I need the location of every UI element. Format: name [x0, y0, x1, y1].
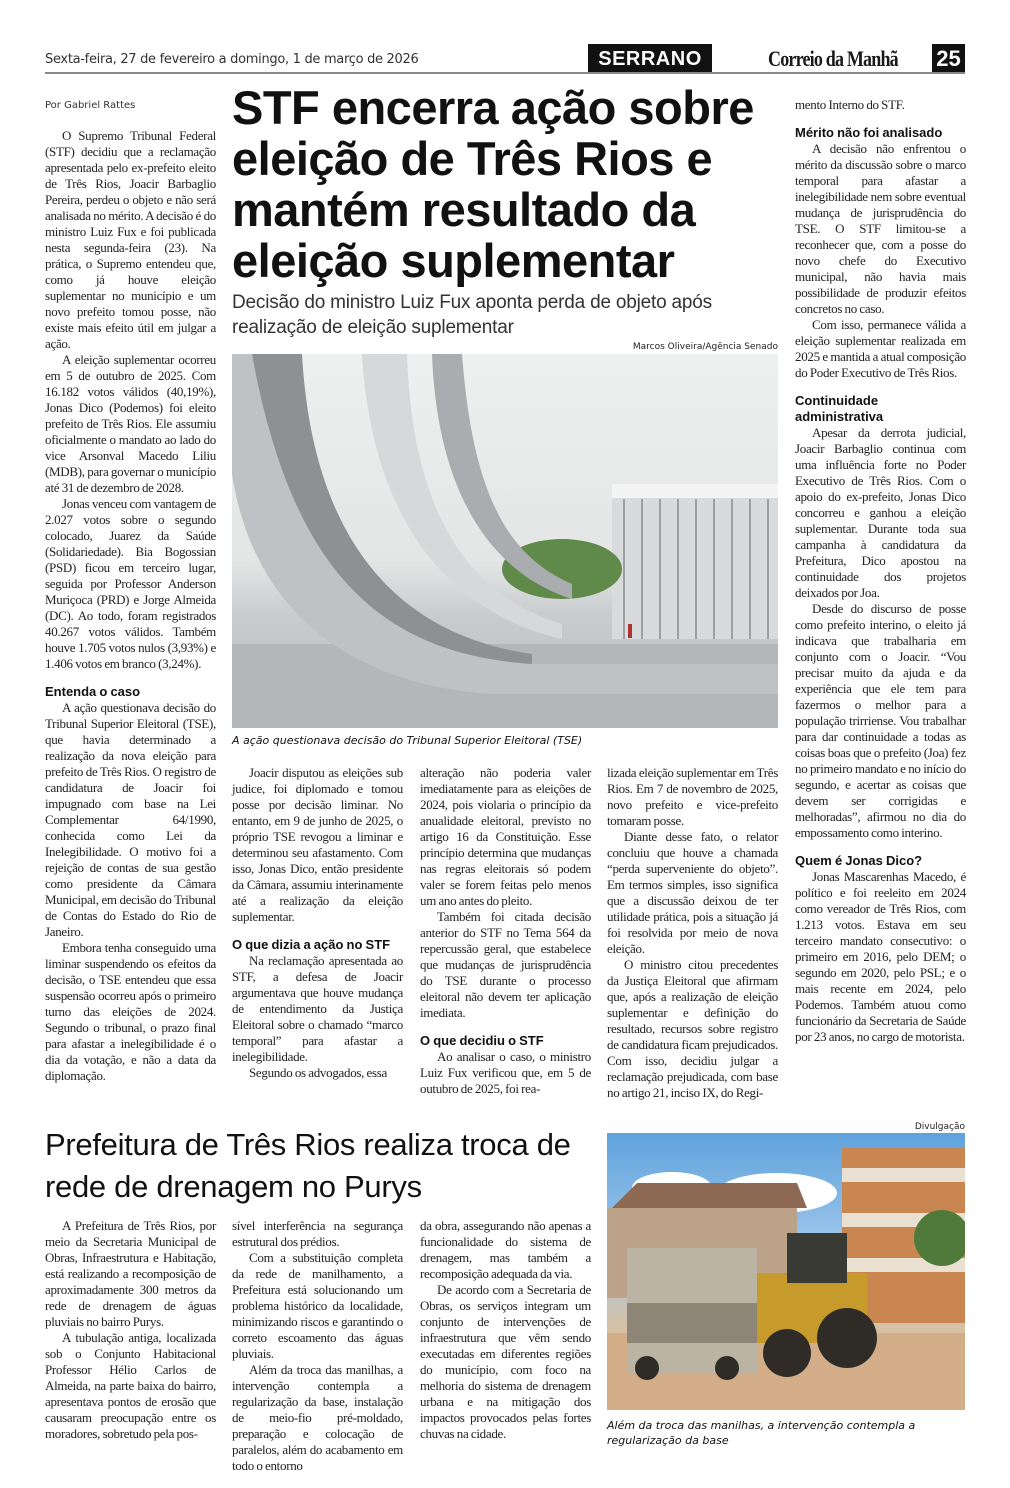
stf-building-image	[232, 354, 778, 728]
main-photo	[232, 354, 778, 728]
paragraph: Com a substituição completa da rede de manilhamento, a Prefeitura está solucionando um problema histórico da localidade, minimizando riscos e garantindo o correto escoamento das águas pluviais.	[232, 1250, 403, 1361]
paragraph: A ação questionava decisão do Tribunal Superior Eleitoral (TSE), que havia determinado a realização da nova eleição para prefeito de Três Rios. O registro de candidatura de Joacir foi impugnado com base na Lei Complementar 64/1990, conhecida como Lei da Inelegibilidade. O motivo foi a rejeição de contas de sua gestão como presidente da Câmara Municipal, em decisão do Tribunal de Contas do Estado do Rio de Janeiro.	[45, 700, 216, 939]
second-photo-caption: Além da troca das manilhas, a intervenção contempla a regularização da base	[607, 1419, 916, 1447]
paragraph: De acordo com a Secretaria de Obras, os serviços integram um conjunto de intervenções de infraestrutura que vêm sendo executadas em diferentes regiões do município, com foco na melhoria do sistema de drenagem urbana e na mitigação dos impactos provocados pelas fortes chuvas na cidade.	[420, 1282, 591, 1441]
paragraph: Jonas venceu com vantagem de 2.027 votos sobre o segundo colocado, Juarez da Saúde (Solidariedade). Bia Bogossian (PSD) ficou em terceiro lugar, seguida por Professor Anderson Muriçoca (PRD) e Jorge Almeida (DC). Ao todo, foram registrados 40.267 votos válidos. Também houve 1.705 votos nulos (3,93%) e 1.406 votos em branco (3,24%).	[45, 496, 216, 671]
paragraph: alteração não poderia valer imediatamente para as eleições de 2024, pois violaria o princípio da anualidade eleitoral, previsto no artigo 16 da Constituição. Esse princípio determina que mudanças nas regras eleitorais só podem valer se forem feitas pelo menos um ano antes do pleito.	[420, 765, 591, 908]
paragraph: Diante desse fato, o relator concluiu que houve a chamada “perda superveniente do objeto”. Em termos simples, isso significa que a discussão deixou de ter utilidade prática, pois a situação já foi resolvida por meio de nova eleição.	[607, 829, 778, 956]
second-article-column-1	[45, 1218, 216, 1442]
drainage-works-image	[607, 1133, 965, 1410]
paragraph: Com isso, permanece válida a eleição suplementar realizada em 2025 e mantida a atual composição do Poder Executivo de Três Rios.	[795, 317, 966, 380]
second-photo	[607, 1133, 965, 1410]
second-article-column-3	[420, 1218, 591, 1442]
section-heading: O que decidiu o STF	[420, 1033, 544, 1048]
page-number: 25	[932, 44, 965, 74]
second-article-column-2	[232, 1218, 403, 1474]
article-column-5	[795, 97, 966, 1045]
paragraph: Joacir disputou as eleições sub judice, foi diplomado e tomou posse por decisão liminar. No entanto, em 9 de junho de 2025, o próprio TSE revogou a liminar e determinou seu afastamento. Com isso, Jonas Dico, então presidente da Câmara, assumiu interinamente até a realização da eleição suplementar.	[232, 765, 403, 924]
paragraph: A Prefeitura de Três Rios, por meio da Secretaria Municipal de Obras, Infraestrutura e Habitação, está realizando a recomposição de aproximadamente 300 metros da rede de drenagem de águas pluviais no bairro Purys.	[45, 1218, 216, 1329]
paragraph: lizada eleição suplementar em Três Rios. Em 7 de novembro de 2025, novo prefeito e vice-prefeito tomaram posse.	[607, 765, 778, 828]
main-headline: STF encerra ação sobre eleição de Três Rios e mantém resultado da eleição suplementar	[232, 81, 754, 287]
paragraph: Segundo os advogados, essa	[249, 1065, 388, 1080]
header-divider	[45, 72, 965, 74]
paragraph: da obra, assegurando não apenas a funcionalidade do sistema de drenagem, mas também a recomposição adequada da via.	[420, 1218, 591, 1281]
paragraph: Também foi citada decisão anterior do STF no Tema 564 da repercussão geral, que estabelece que mudanças de jurisprudência do TSE durante o processo eleitoral não devem ter aplicação imediata.	[420, 909, 591, 1020]
paragraph: A eleição suplementar ocorreu em 5 de outubro de 2025. Com 16.182 votos válidos (40,19%), Jonas Dico (Podemos) foi eleito prefeito de Três Rios. Ele assumiu oficialmente o mandato ao lado do vice Arsonval Macedo Liliu (MDB), para governar o município até 31 de dezembro de 2028.	[45, 352, 216, 495]
section-heading: Mérito não foi analisado	[795, 125, 943, 140]
section-heading: Quem é Jonas Dico?	[795, 853, 923, 868]
second-photo-credit: Divulgação	[914, 1122, 965, 1132]
paragraph: sível interferência na segurança estrutural dos prédios.	[232, 1218, 403, 1249]
newspaper-logo: Correio da Manhã	[768, 46, 898, 71]
paragraph: Além da troca das manilhas, a intervenção contempla a regularização da base, instalação de meio-fio pré-moldado, preparação e colocação de paralelos, além do acabamento em todo o entorno	[232, 1362, 403, 1473]
paragraph: Ao analisar o caso, o ministro Luiz Fux verificou que, em 5 de outubro de 2025, foi rea-	[420, 1049, 591, 1096]
paragraph: O ministro citou precedentes da Justiça Eleitoral que afirmam que, após a realização de eleição suplementar e definição do resultado, recursos sobre registro de candidatura ficam prejudicados. Com isso, decidiu julgar a reclamação prejudicada, com base no artigo 21, inciso IX, do Regi-	[607, 957, 778, 1100]
paragraph: Embora tenha conseguido uma liminar suspendendo os efeitos da decisão, o TSE entendeu que essa suspensão ocorreu após o primeiro turno das eleições de 2024. Segundo o tribunal, o prazo final para afastar a inelegibilidade é o dia da votação, e não a data da diplomação.	[45, 940, 216, 1083]
paragraph: A decisão não enfrentou o mérito da discussão sobre o marco temporal para afastar a inelegibilidade nem sobre eventual mudança de jurisprudência do TSE. O STF limitou-se a reconhecer que, com a posse do novo chefe do Executivo municipal, não havia mais possibilidade de produzir efeitos concretos no caso.	[795, 141, 966, 316]
main-photo-caption: A ação questionava decisão do Tribunal Superior Eleitoral (TSE)	[232, 734, 583, 747]
section-label: SERRANO	[588, 44, 712, 74]
paragraph: Jonas Mascarenhas Macedo, é político e foi reeleito em 2024 como vereador de Três Rios, com 1.213 votos. Estava em seu terceiro mandato consecutivo: o primeiro em 2016, pelo DEM; o segundo em 2020, pelo PSL; e o mais recente em 2024, pelo Podemos. Também atuou como funcionário da Secretaria de Saúde por 23 anos, no cargo de motorista.	[795, 869, 966, 1044]
edition-date: Sexta-feira, 27 de fevereiro a domingo, 1 de março de 2026	[45, 52, 419, 67]
section-heading: Continuidade administrativa	[795, 393, 884, 424]
photo-credit: Marcos Oliveira/Agência Senado	[632, 342, 778, 352]
article-column-1	[45, 128, 216, 1084]
article-column-2	[232, 765, 403, 1081]
paragraph: O Supremo Tribunal Federal (STF) decidiu que a reclamação apresentada pelo ex-prefeito eleito de Três Rios, Joacir Barbaglio Pereira, perdeu o objeto e não será analisada no mérito. A decisão é do ministro Luiz Fux e foi publicada nesta segunda-feira (23). Na prática, o Supremo entendeu que, como já houve eleição suplementar no município e um novo prefeito tomou posse, não existe mais efeito útil em julgar a ação.	[45, 128, 216, 351]
article-column-3	[420, 765, 591, 1097]
second-headline: Prefeitura de Três Rios realiza troca de rede de drenagem no Purys	[45, 1127, 571, 1204]
main-subtitle: Decisão do ministro Luiz Fux aponta perda de objeto após realização de eleição suplementar	[232, 292, 712, 338]
section-heading: O que dizia a ação no STF	[232, 937, 391, 952]
article-column-4	[607, 765, 778, 1101]
paragraph: Apesar da derrota judicial, Joacir Barbaglio continua com uma influência forte no Poder Executivo de Três Rios. Com o apoio do ex-prefeito, Jonas Dico concorreu e ganhou a eleição suplementar. Durante toda sua campanha à candidatura da Prefeitura, Dico apostou na continuidade dos projetos deixados por Joa.	[795, 425, 966, 600]
paragraph: Desde do discurso de posse como prefeito interino, o eleito já indicava que trabalharia em conjunto com o Joacir. “Vou precisar muito da ajuda e da experiência que ele tem para fazermos o melhor para a população trirriense. Vou trabalhar para dar continuidade a todas as coisas boas que o prefeito (Joa) fez no primeiro mandato e no início do segundo, e acertar as coisas que devem ser corrigidas e melhoradas”, afirmou no dia do empossamento como interino.	[795, 601, 966, 840]
byline: Por Gabriel Rattes	[45, 100, 136, 111]
section-heading: Entenda o caso	[45, 684, 141, 699]
paragraph: Na reclamação apresentada ao STF, a defesa de Joacir argumentava que houve mudança de entendimento da Justiça Eleitoral sobre o chamado “marco temporal” para afastar a inelegibilidade.	[232, 953, 403, 1064]
paragraph: mento Interno do STF.	[795, 97, 905, 112]
paragraph: A tubulação antiga, localizada sob o Conjunto Habitacional Professor Hélio Carlos de Almeida, na parte baixa do bairro, apresentava pontos de erosão que causaram preocupação entre os moradores, sobretudo pela pos-	[45, 1330, 216, 1441]
